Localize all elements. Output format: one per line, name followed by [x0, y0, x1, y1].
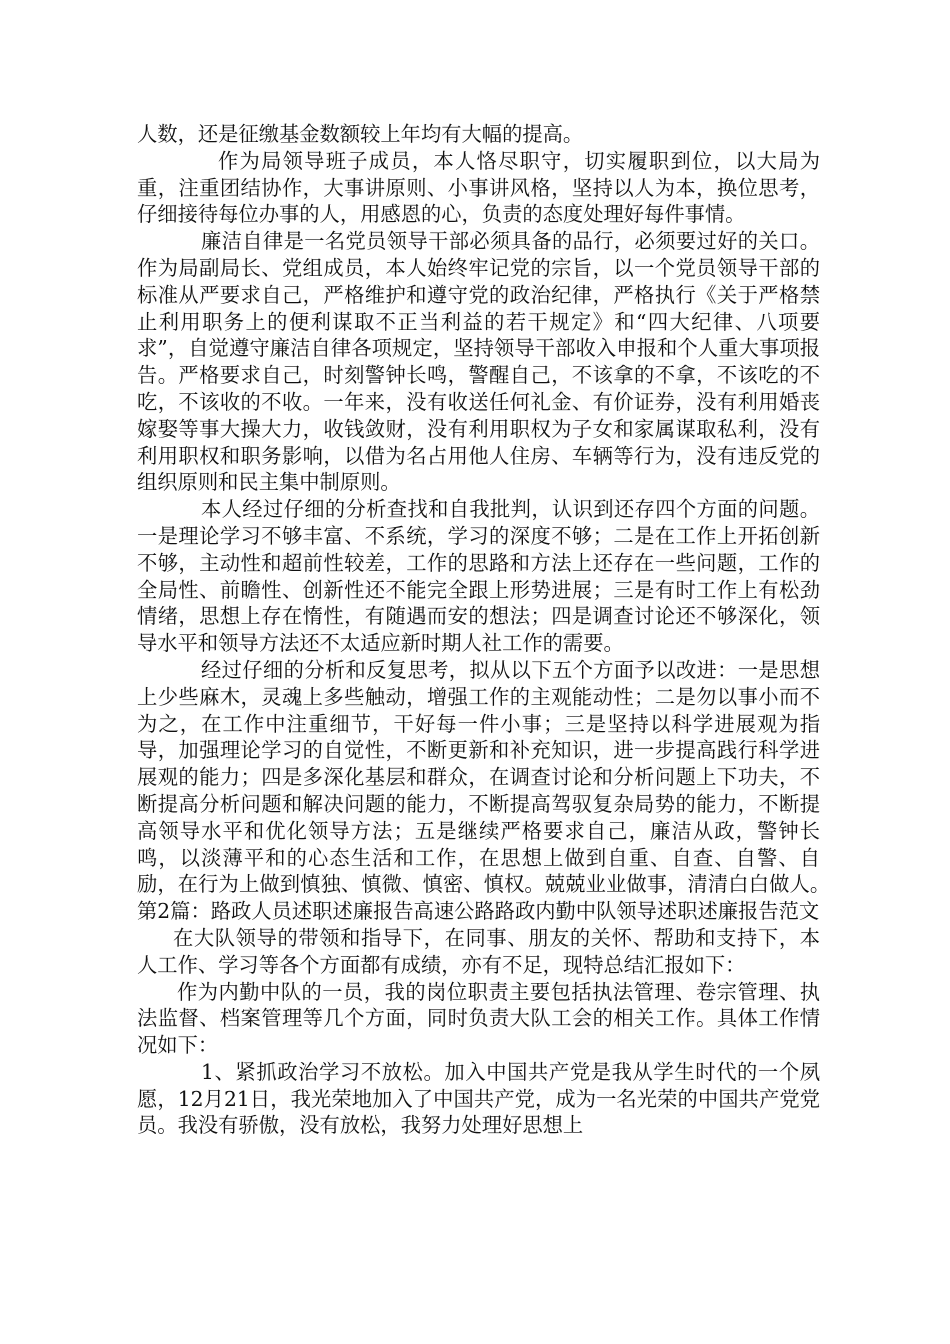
- paragraph-7: 作为内勤中队的一员，我的岗位职责主要包括执法管理、卷宗管理、执法监督、档案管理等几个方面，同时负责大队工会的相关工作。具体工作情况如下：: [137, 979, 820, 1058]
- paragraph-1: 人数，还是征缴基金数额较上年均有大幅的提高。: [137, 122, 584, 146]
- paragraph-8: 1、紧抓政治学习不放松。加入中国共产党是我从学生时代的一个夙愿，12月21日，我光荣地加入了中国共产党，成为一名光荣的中国共产党党员。我没有骄傲，没有放松，我努力处理好思想上: [137, 1059, 820, 1138]
- document-page: [137, 121, 861, 1139]
- paragraph-5: 经过仔细的分析和反复思考，拟从以下五个方面予以改进：一是思想上少些麻木，灵魂上多些触动，增强工作的主观能动性；二是勿以事小而不为之，在工作中注重细节，干好每一件小事；三是坚持以科学进展观为指导，加强理论学习的自觉性，不断更新和补充知识，进一步提高践行科学进展观的能力；四是多深化基层和群众，在调查讨论和分析问题上下功夫，不断提高分析问题和解决问题的能力，不断提高驾驭复杂局势的能力，不断提高领导水平和优化领导方法；五是继续严格要求自己，廉洁从政，警钟长鸣，以淡薄平和的心态生活和工作，在思想上做到自重、自查、自警、自励，在行为上做到慎独、慎微、慎密、慎权。兢兢业业做事，清清白白做人。 第2篇：路政人员述职述廉报告高速公路路政内勤中队领导述职述廉报告范文: [137, 657, 861, 924]
- paragraph-4: 本人经过仔细的分析查找和自我批判，认识到还存四个方面的问题。一是理论学习不够丰富、不系统，学习的深度不够；二是在工作上开拓创新不够，主动性和超前性较差，工作的思路和方法上还存在一些问题，工作的全局性、前瞻性、创新性还不能完全跟上形势进展；三是有时工作上有松劲情绪，思想上存在惰性，有随遇而安的想法；四是调查讨论还不够深化，领导水平和领导方法还不太适应新时期人社工作的需要。: [137, 497, 820, 656]
- paragraph-3: 廉洁自律是一名党员领导干部必须具备的品行，必须要过好的关口。作为局副局长、党组成员，本人始终牢记党的宗旨，以一个党员领导干部的标准从严要求自己，严格维护和遵守党的政治纪律，严格执行《关于严格禁止利用职务上的便利谋取不正当利益的若干规定》和“四大纪律、八项要求”，自觉遵守廉洁自律各项规定，坚持领导干部收入申报和个人重大事项报告。严格要求自己，时刻警钟长鸣，警醒自己，不该拿的不拿，不该吃的不吃，不该收的不收。一年来，没有收送任何礼金、有价证券，没有利用婚丧嫁娶等事大操大力，收钱敛财，没有利用职权为子女和家属谋取私利，没有利用职权和职务影响，以借为名占用他人住房、车辆等行为，没有违反党的组织原则和民主集中制原则。: [137, 229, 820, 495]
- paragraph-6: 在大队领导的带领和指导下，在同事、朋友的关怀、帮助和支持下，本人工作、学习等各个方面都有成绩，亦有不足，现特总结汇报如下：: [137, 925, 820, 977]
- paragraph-2: 作为局领导班子成员，本人恪尽职守，切实履职到位，以大局为重，注重团结协作，大事讲原则、小事讲风格，坚持以人为本，换位思考，仔细接待每位办事的人，用感恩的心，负责的态度处理好每件事情。: [137, 148, 820, 227]
